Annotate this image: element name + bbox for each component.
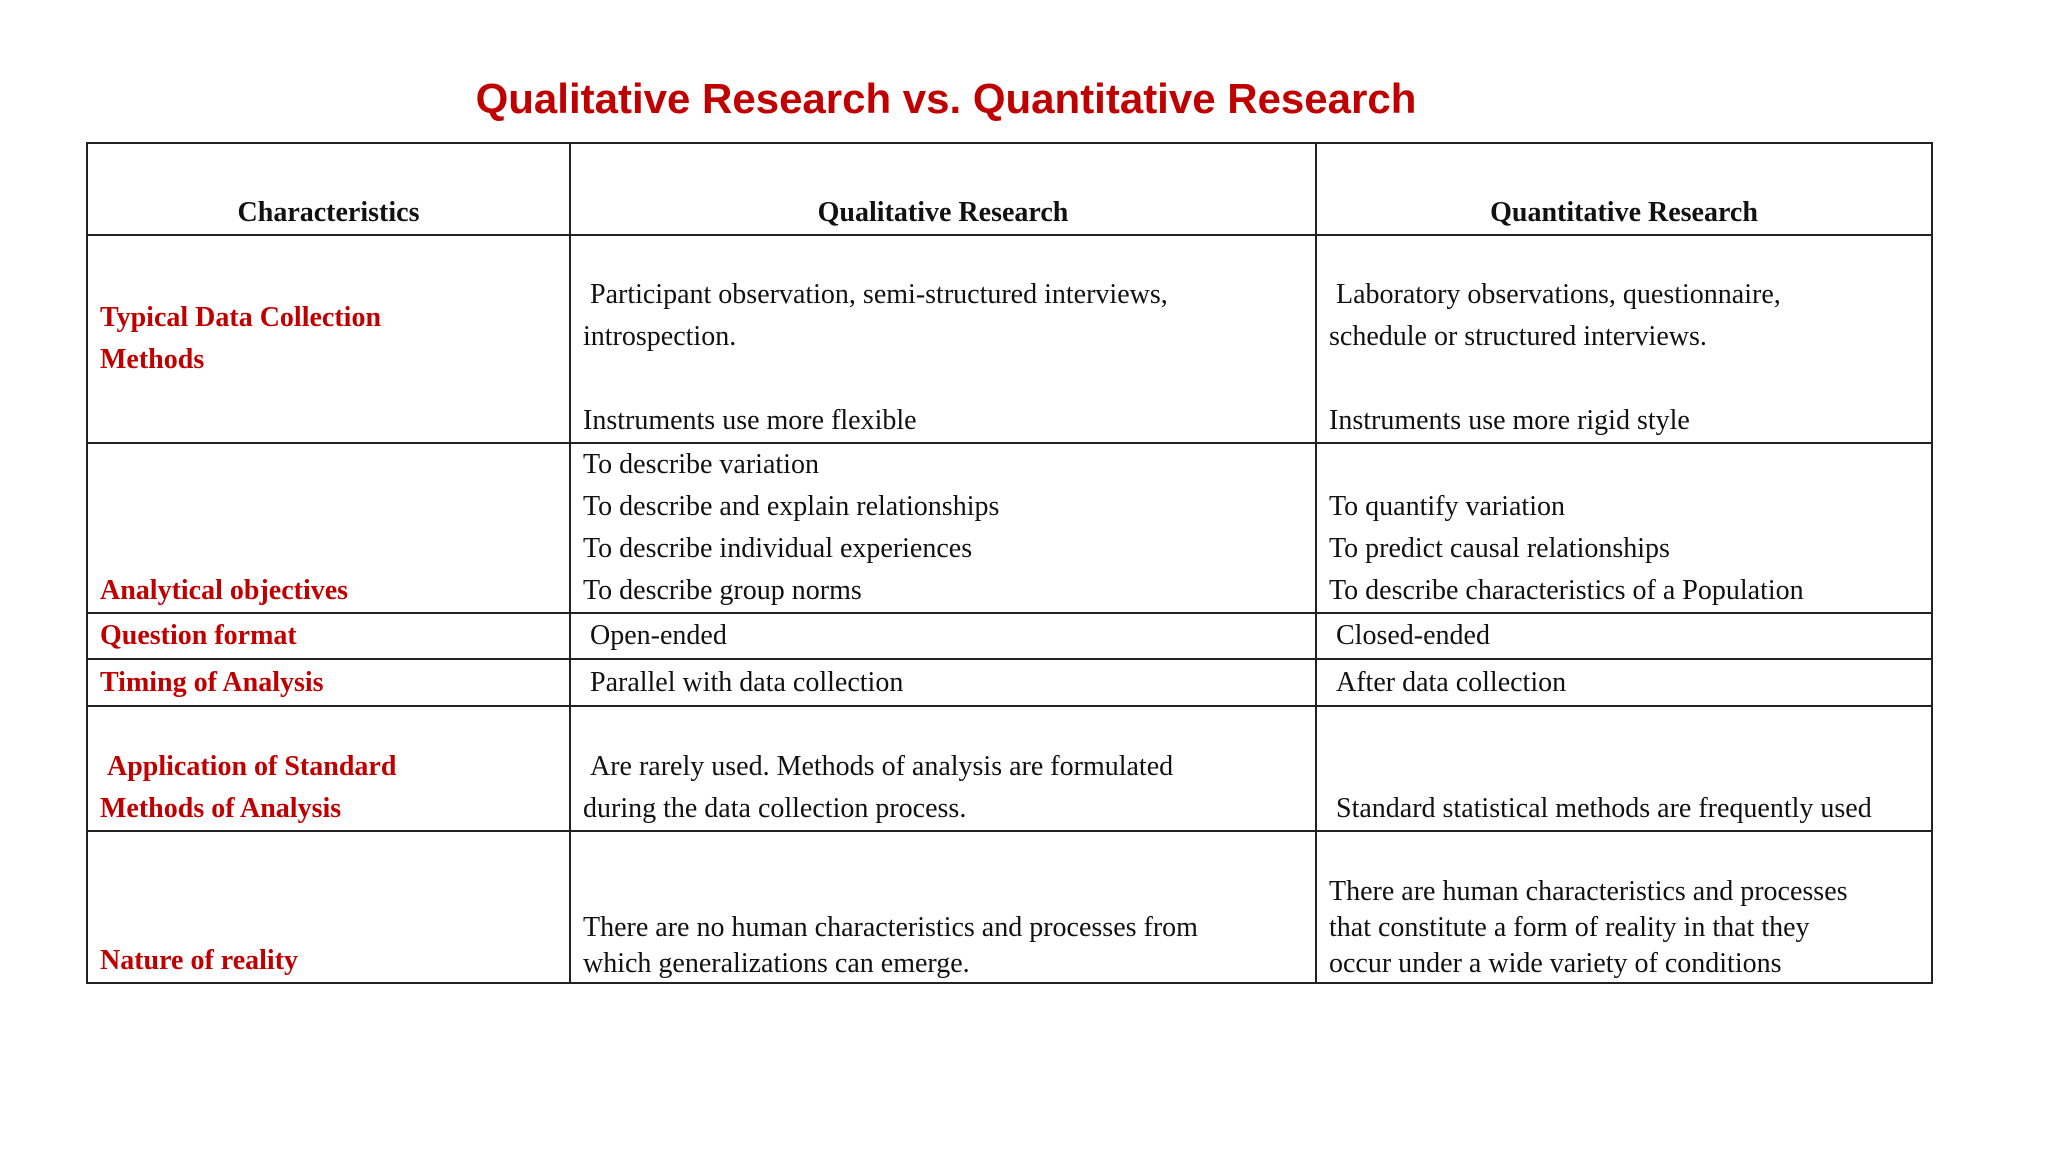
row-label xyxy=(87,706,570,831)
row-label xyxy=(87,235,570,443)
qualitative-cell xyxy=(570,235,1316,443)
cell-line: To describe individual experiences xyxy=(583,533,973,564)
header-quantitative: Quantitative Research xyxy=(1316,143,1932,235)
table-row xyxy=(87,659,1932,706)
row-label-line: Question format xyxy=(100,620,297,651)
cell-spacer xyxy=(1329,358,1919,400)
cell-line: introspection. xyxy=(583,321,737,352)
cell-line: To describe and explain relationships xyxy=(583,491,1000,522)
comparison-table xyxy=(86,142,1933,984)
quantitative-cell xyxy=(1316,235,1932,443)
row-label-line: Timing of Analysis xyxy=(100,666,324,698)
table-row xyxy=(87,831,1932,983)
cell-line: Laboratory observations, questionnaire, xyxy=(1329,279,1781,310)
quantitative-cell xyxy=(1316,659,1932,706)
cell-line: To describe group norms xyxy=(583,575,862,606)
cell-line: Closed-ended xyxy=(1329,620,1490,651)
header-qualitative: Qualitative Research xyxy=(570,143,1316,235)
row-label-line: Analytical objectives xyxy=(100,575,349,606)
cell-line: that constitute a form of reality in that they xyxy=(1329,912,1810,943)
row-label xyxy=(87,659,570,706)
cell-line: Open-ended xyxy=(583,620,727,651)
table-header-row xyxy=(87,143,1932,235)
cell-line: during the data collection process. xyxy=(583,793,967,824)
table-row xyxy=(87,443,1932,613)
row-label-line: Methods of Analysis xyxy=(100,793,342,824)
cell-line: There are no human characteristics and processes from xyxy=(583,912,1198,943)
cell-line: Parallel with data collection xyxy=(583,666,904,698)
row-label xyxy=(87,443,570,613)
page-title: Qualitative Research vs. Quantitative Research xyxy=(475,75,1417,122)
qualitative-cell xyxy=(570,706,1316,831)
qualitative-cell xyxy=(570,613,1316,659)
cell-line: occur under a wide variety of conditions xyxy=(1329,948,1782,979)
cell-line: After data collection xyxy=(1329,666,1567,698)
cell-spacer xyxy=(583,358,1303,400)
quantitative-cell xyxy=(1316,831,1932,983)
cell-line: To quantify variation xyxy=(1329,491,1565,522)
cell-line: Are rarely used. Methods of analysis are formulated xyxy=(583,751,1174,782)
cell-line: Standard statistical methods are frequently used xyxy=(1329,793,1872,824)
cell-line: To describe variation xyxy=(583,449,819,480)
row-label-line: Application of Standard xyxy=(100,751,397,782)
cell-line: To describe characteristics of a Population xyxy=(1329,575,1804,606)
row-label xyxy=(87,613,570,659)
cell-line: schedule or structured interviews. xyxy=(1329,321,1707,352)
qualitative-cell xyxy=(570,659,1316,706)
row-label-line: Methods xyxy=(100,344,205,375)
table-row xyxy=(87,706,1932,831)
cell-line: which generalizations can emerge. xyxy=(583,948,970,979)
table-row xyxy=(87,235,1932,443)
quantitative-cell xyxy=(1316,443,1932,613)
qualitative-cell xyxy=(570,831,1316,983)
cell-line: There are human characteristics and processes xyxy=(1329,876,1848,907)
header-characteristics: Characteristics xyxy=(87,143,570,235)
quantitative-cell xyxy=(1316,613,1932,659)
cell-line: Instruments use more rigid style xyxy=(1329,405,1690,436)
table-row xyxy=(87,613,1932,659)
row-label-line: Nature of reality xyxy=(100,945,299,976)
row-label-line: Typical Data Collection xyxy=(100,302,382,333)
cell-line: To predict causal relationships xyxy=(1329,533,1670,564)
row-label xyxy=(87,831,570,983)
cell-line: Instruments use more flexible xyxy=(583,405,917,436)
qualitative-cell xyxy=(570,443,1316,613)
cell-line: Participant observation, semi-structured interviews, xyxy=(583,279,1168,310)
quantitative-cell xyxy=(1316,706,1932,831)
